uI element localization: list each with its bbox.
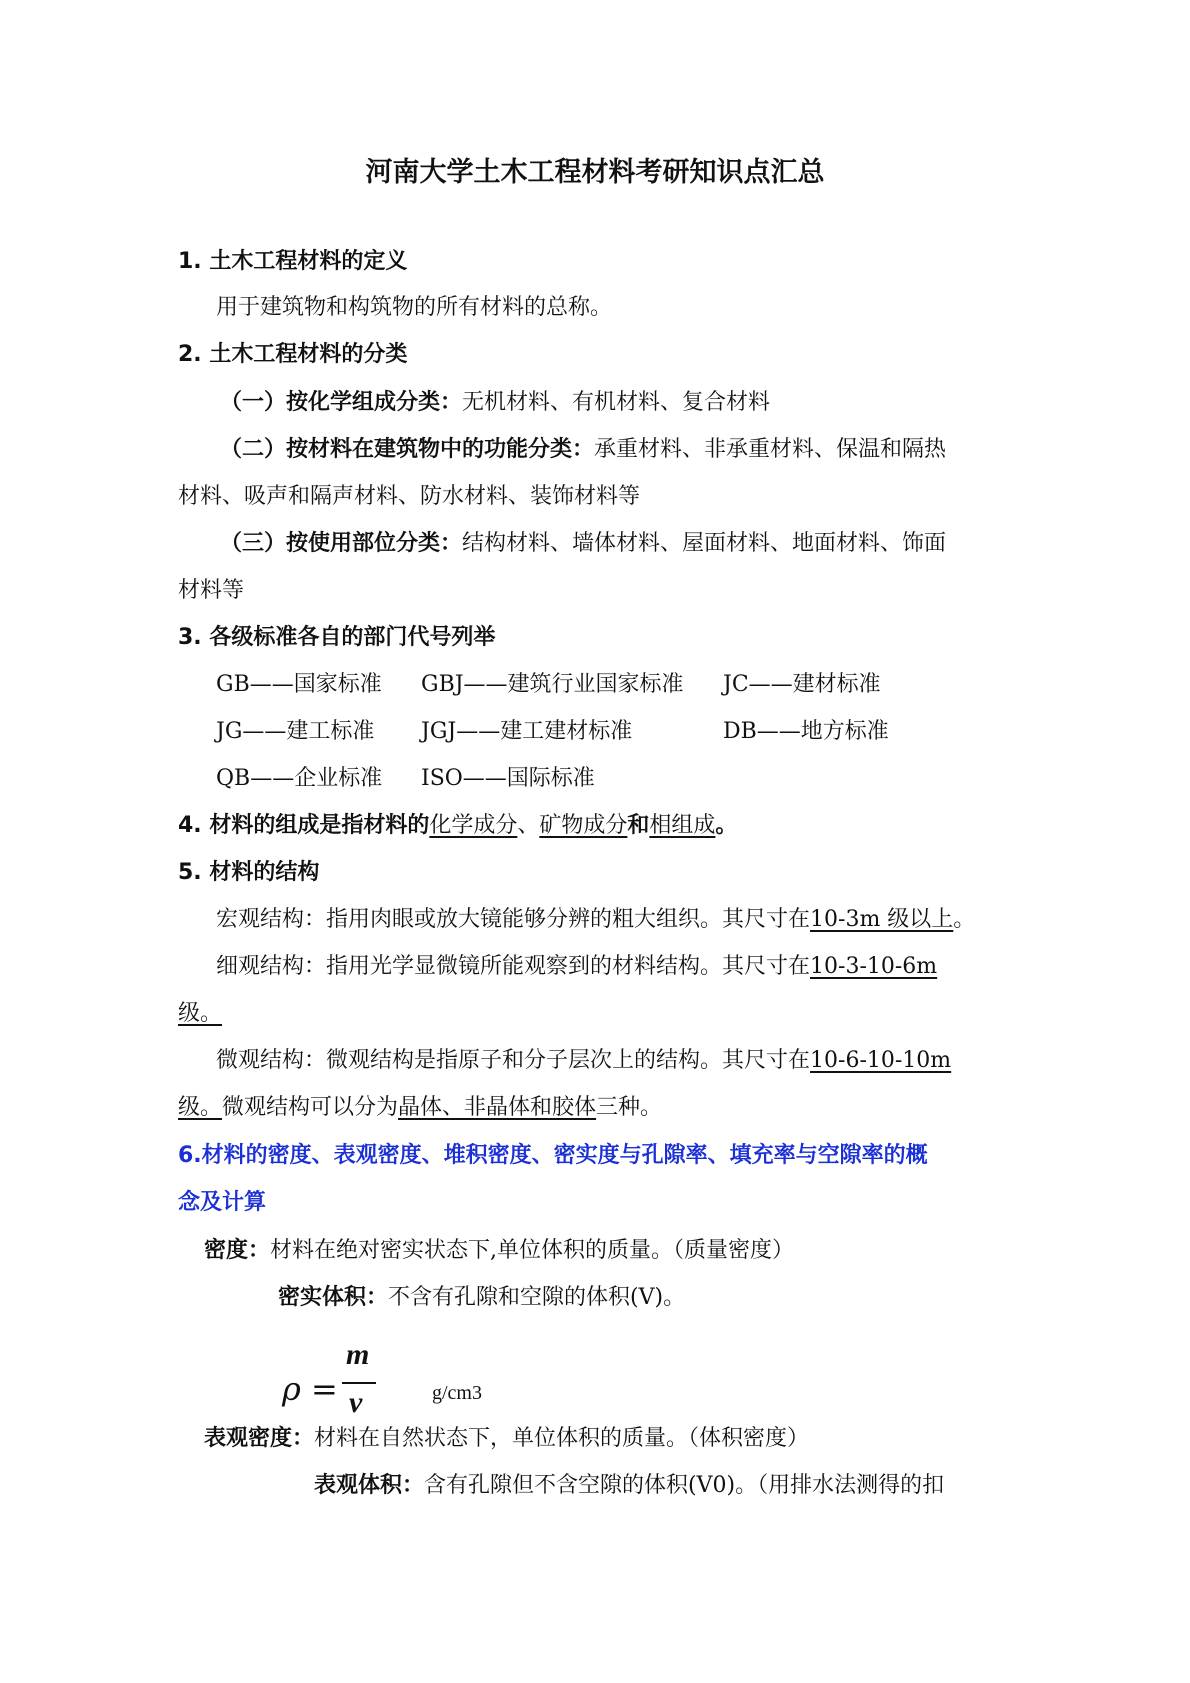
section-6-heading: 6.材料的密度、表观密度、堆积密度、密实度与孔隙率、填充率与空隙率的概 bbox=[178, 1143, 928, 1168]
formula-lhs: ρ = bbox=[282, 1370, 338, 1408]
separator: 、 bbox=[517, 813, 540, 838]
apparent-volume-definition bbox=[314, 1471, 944, 1501]
density-definition bbox=[204, 1236, 794, 1266]
density-text: 材料在绝对密实状态下,单位体积的质量。（质量密度） bbox=[270, 1238, 795, 1263]
meso-structure-size: 10-3-10-6m bbox=[810, 954, 938, 979]
period: 。 bbox=[715, 813, 738, 838]
apparent-density-text: 材料在自然状态下，单位体积的质量。（体积密度） bbox=[314, 1426, 810, 1451]
classification-1 bbox=[220, 388, 770, 418]
classification-2-label: （二）按材料在建筑物中的功能分类： bbox=[220, 437, 595, 462]
section-1-text: 用于建筑物和构筑物的所有材料的总称。 bbox=[216, 295, 613, 320]
micro-structure-continuation bbox=[178, 1093, 662, 1123]
apparent-volume-label: 表观体积： bbox=[314, 1473, 425, 1498]
micro-structure-unit: 级。 bbox=[178, 1095, 223, 1120]
micro-structure-size: 10-6-10-10m bbox=[810, 1048, 952, 1073]
classification-1-text: 无机材料、有机材料、复合材料 bbox=[462, 390, 771, 415]
standard-code-item: GB——国家标准 bbox=[216, 672, 382, 697]
classification-2-continuation: 材料、吸声和隔声材料、防水材料、装饰材料等 bbox=[178, 484, 641, 509]
solid-volume-definition bbox=[278, 1283, 685, 1313]
term-chemical: 化学成分 bbox=[429, 813, 518, 838]
density-formula bbox=[282, 1340, 542, 1430]
page-title: 河南大学土木工程材料考研知识点汇总 bbox=[365, 157, 825, 188]
meso-structure-unit: 级。 bbox=[178, 1001, 223, 1026]
meso-structure-text: 细观结构：指用光学显微镜所能观察到的材料结构。其尺寸在 bbox=[216, 954, 811, 979]
conjunction: 和 bbox=[627, 813, 650, 838]
classification-3-continuation: 材料等 bbox=[178, 578, 245, 603]
classification-2-text: 承重材料、非承重材料、保温和隔热 bbox=[594, 437, 947, 462]
standard-code-item: GBJ——建筑行业国家标准 bbox=[421, 672, 684, 697]
classification-3 bbox=[220, 529, 946, 559]
term-phase: 相组成 bbox=[649, 813, 716, 838]
standard-code-item: JGJ——建工建材标准 bbox=[421, 719, 633, 744]
meso-structure bbox=[216, 952, 937, 982]
formula-denominator: v bbox=[349, 1386, 363, 1419]
apparent-volume-text: 含有孔隙但不含空隙的体积(V0)。（用排水法测得的扣 bbox=[424, 1473, 945, 1498]
apparent-density-definition bbox=[204, 1424, 809, 1454]
micro-structure bbox=[216, 1046, 951, 1076]
density-label: 密度： bbox=[204, 1238, 271, 1263]
section-3-heading: 3. 各级标准各自的部门代号列举 bbox=[178, 625, 496, 650]
section-6-heading-continuation: 念及计算 bbox=[178, 1190, 267, 1215]
macro-structure bbox=[216, 905, 975, 935]
apparent-density-label: 表观密度： bbox=[204, 1426, 315, 1451]
micro-structure-end: 三种。 bbox=[596, 1095, 663, 1120]
classification-2 bbox=[220, 435, 946, 465]
solid-volume-label: 密实体积： bbox=[278, 1285, 389, 1310]
macro-structure-size: 10-3m 级以上 bbox=[810, 907, 954, 932]
section-5-heading: 5. 材料的结构 bbox=[178, 860, 320, 885]
standard-code-item: JC——建材标准 bbox=[723, 672, 881, 697]
formula-unit: g/cm3 bbox=[432, 1382, 482, 1404]
classification-3-label: （三）按使用部位分类： bbox=[220, 531, 463, 556]
macro-structure-text: 宏观结构：指用肉眼或放大镜能够分辨的粗大组织。其尺寸在 bbox=[216, 907, 811, 932]
section-4-prefix: 4. 材料的组成是指材料的 bbox=[178, 813, 430, 838]
meso-structure-continuation bbox=[178, 999, 222, 1029]
micro-structure-text: 微观结构：微观结构是指原子和分子层次上的结构。其尺寸在 bbox=[216, 1048, 811, 1073]
section-4-heading bbox=[178, 811, 737, 841]
micro-structure-types: 晶体、非晶体和胶体 bbox=[398, 1095, 597, 1120]
standard-code-item: ISO——国际标准 bbox=[421, 766, 595, 791]
fraction-bar bbox=[342, 1382, 376, 1384]
formula-numerator: m bbox=[346, 1338, 370, 1371]
macro-structure-end: 。 bbox=[953, 907, 976, 932]
solid-volume-text: 不含有孔隙和空隙的体积(V)。 bbox=[388, 1285, 686, 1310]
classification-3-text: 结构材料、墙体材料、屋面材料、地面材料、饰面 bbox=[462, 531, 947, 556]
standard-code-item: QB——企业标准 bbox=[216, 766, 383, 791]
section-1-heading: 1. 土木工程材料的定义 bbox=[178, 249, 408, 274]
standard-code-item: DB——地方标准 bbox=[723, 719, 889, 744]
term-mineral: 矿物成分 bbox=[539, 813, 628, 838]
classification-1-label: （一）按化学组成分类： bbox=[220, 390, 463, 415]
section-2-heading: 2. 土木工程材料的分类 bbox=[178, 342, 408, 367]
standard-code-item: JG——建工标准 bbox=[216, 719, 375, 744]
micro-structure-text-2: 微观结构可以分为 bbox=[222, 1095, 399, 1120]
